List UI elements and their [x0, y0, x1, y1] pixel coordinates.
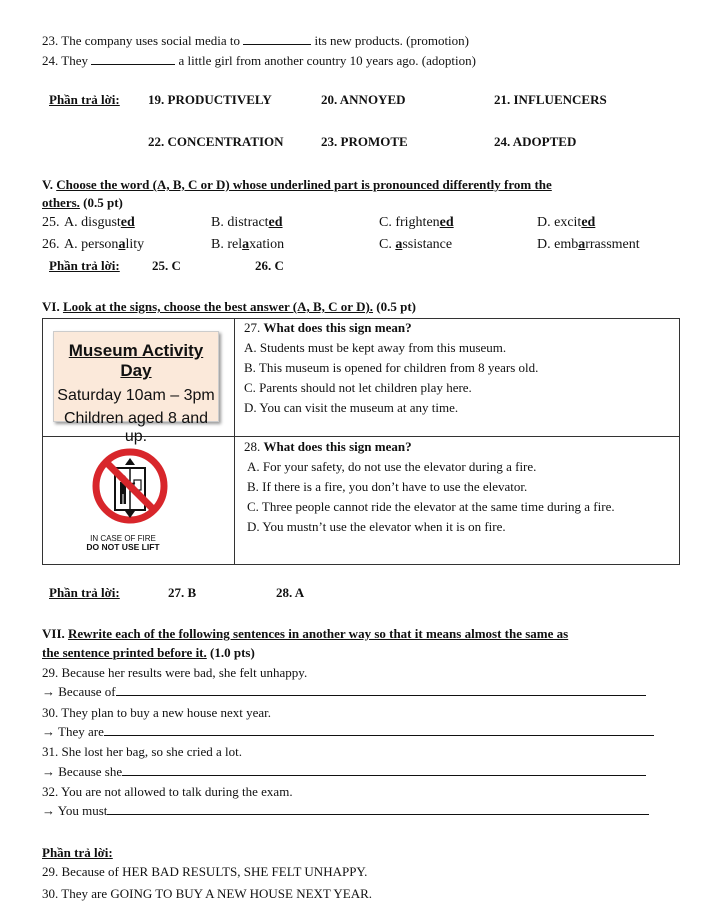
- rewrite-31: → Because she: [42, 764, 646, 780]
- answer-item: 24. ADOPTED: [494, 134, 577, 149]
- answer-line[interactable]: [107, 803, 649, 815]
- answer-item: 26. C: [255, 258, 284, 273]
- option-28-c[interactable]: C. Three people cannot ride the elevator at the same time during a fire.: [247, 499, 615, 514]
- answer-blank[interactable]: [91, 53, 175, 65]
- section-7-heading-cont: the sentence printed before it. (1.0 pts): [42, 645, 255, 660]
- option-25-c[interactable]: C. frightened: [379, 215, 454, 230]
- question-23: 23. The company uses social media to its new products. (promotion): [42, 33, 470, 48]
- sign-caption: IN CASE OF FIRE: [90, 534, 156, 543]
- answer-item: 28. A: [276, 585, 305, 600]
- answer-label: Phần trả lời:: [42, 845, 113, 860]
- question-32: 32. You are not allowed to talk during the exam.: [42, 784, 293, 799]
- answer-item: 27. B: [168, 585, 197, 600]
- option-26-b[interactable]: B. relaxation: [211, 237, 285, 252]
- option-26-c[interactable]: C. assistance: [379, 237, 453, 252]
- no-lift-sign: [86, 446, 196, 552]
- section-7-heading: VII. Rewrite each of the following sentences in another way so that it means almost the same as: [42, 626, 569, 641]
- option-27-d[interactable]: D. You can visit the museum at any time.: [244, 400, 459, 415]
- option-28-b[interactable]: B. If there is a fire, you don’t have to use the elevator.: [247, 479, 528, 494]
- no-elevator-icon: [90, 446, 170, 526]
- answer-line[interactable]: [122, 764, 646, 776]
- answer-item: 22. CONCENTRATION: [148, 134, 284, 149]
- answer-line[interactable]: [116, 684, 646, 696]
- section-5-heading-cont: others. (0.5 pt): [42, 195, 123, 210]
- question-29: 29. Because her results were bad, she felt unhappy.: [42, 665, 308, 680]
- question-28-title: 28. What does this sign mean?: [244, 439, 412, 454]
- answer-label: Phần trả lời:: [49, 585, 120, 600]
- answer-item: 30. They are GOING TO BUY A NEW HOUSE NEXT YEAR.: [42, 886, 373, 901]
- answer-label: Phần trả lời:: [49, 92, 120, 107]
- option-25-a[interactable]: A. disgusted: [64, 215, 135, 230]
- section-6-heading: VI. Look at the signs, choose the best answer (A, B, C or D). (0.5 pt): [42, 299, 416, 314]
- answer-item: 19. PRODUCTIVELY: [148, 92, 272, 107]
- option-25-b[interactable]: B. distracted: [211, 215, 283, 230]
- answer-item: 21. INFLUENCERS: [494, 92, 607, 107]
- sign-caption: DO NOT USE LIFT: [86, 542, 160, 552]
- question-26: 26.: [42, 237, 60, 252]
- rewrite-30: → They are: [42, 724, 654, 740]
- option-27-b[interactable]: B. This museum is opened for children from 8 years old.: [244, 360, 539, 375]
- answer-item: 25. C: [152, 258, 181, 273]
- question-27-title: 27. What does this sign mean?: [244, 320, 412, 335]
- rewrite-32: → You must: [42, 803, 649, 819]
- option-26-d[interactable]: D. embarrassment: [537, 237, 640, 252]
- question-30: 30. They plan to buy a new house next year.: [42, 705, 272, 720]
- option-28-a[interactable]: A. For your safety, do not use the elevator during a fire.: [247, 459, 537, 474]
- section-5-heading: V. Choose the word (A, B, C or D) whose underlined part is pronounced differently from the: [42, 177, 552, 192]
- answer-label: Phần trả lời:: [49, 258, 120, 273]
- question-31: 31. She lost her bag, so she cried a lot.: [42, 744, 243, 759]
- option-27-c[interactable]: C. Parents should not let children play here.: [244, 380, 472, 395]
- answer-blank[interactable]: [243, 33, 311, 45]
- option-25-d[interactable]: D. excited: [537, 215, 596, 230]
- question-24: 24. They a little girl from another country 10 years ago. (adoption): [42, 53, 476, 68]
- museum-sign: Museum Activity Day Saturday 10am – 3pm Children aged 8 and up.: [53, 331, 219, 422]
- option-28-d[interactable]: D. You mustn’t use the elevator when it is on fire.: [247, 519, 506, 534]
- option-27-a[interactable]: A. Students must be kept away from this museum.: [244, 340, 507, 355]
- answer-line[interactable]: [104, 724, 654, 736]
- option-26-a[interactable]: A. personality: [64, 237, 145, 252]
- answer-item: 23. PROMOTE: [321, 134, 408, 149]
- answer-item: 29. Because of HER BAD RESULTS, SHE FELT UNHAPPY.: [42, 864, 368, 879]
- question-25: 25.: [42, 215, 60, 230]
- rewrite-29: → Because of: [42, 684, 646, 700]
- answer-item: 20. ANNOYED: [321, 92, 406, 107]
